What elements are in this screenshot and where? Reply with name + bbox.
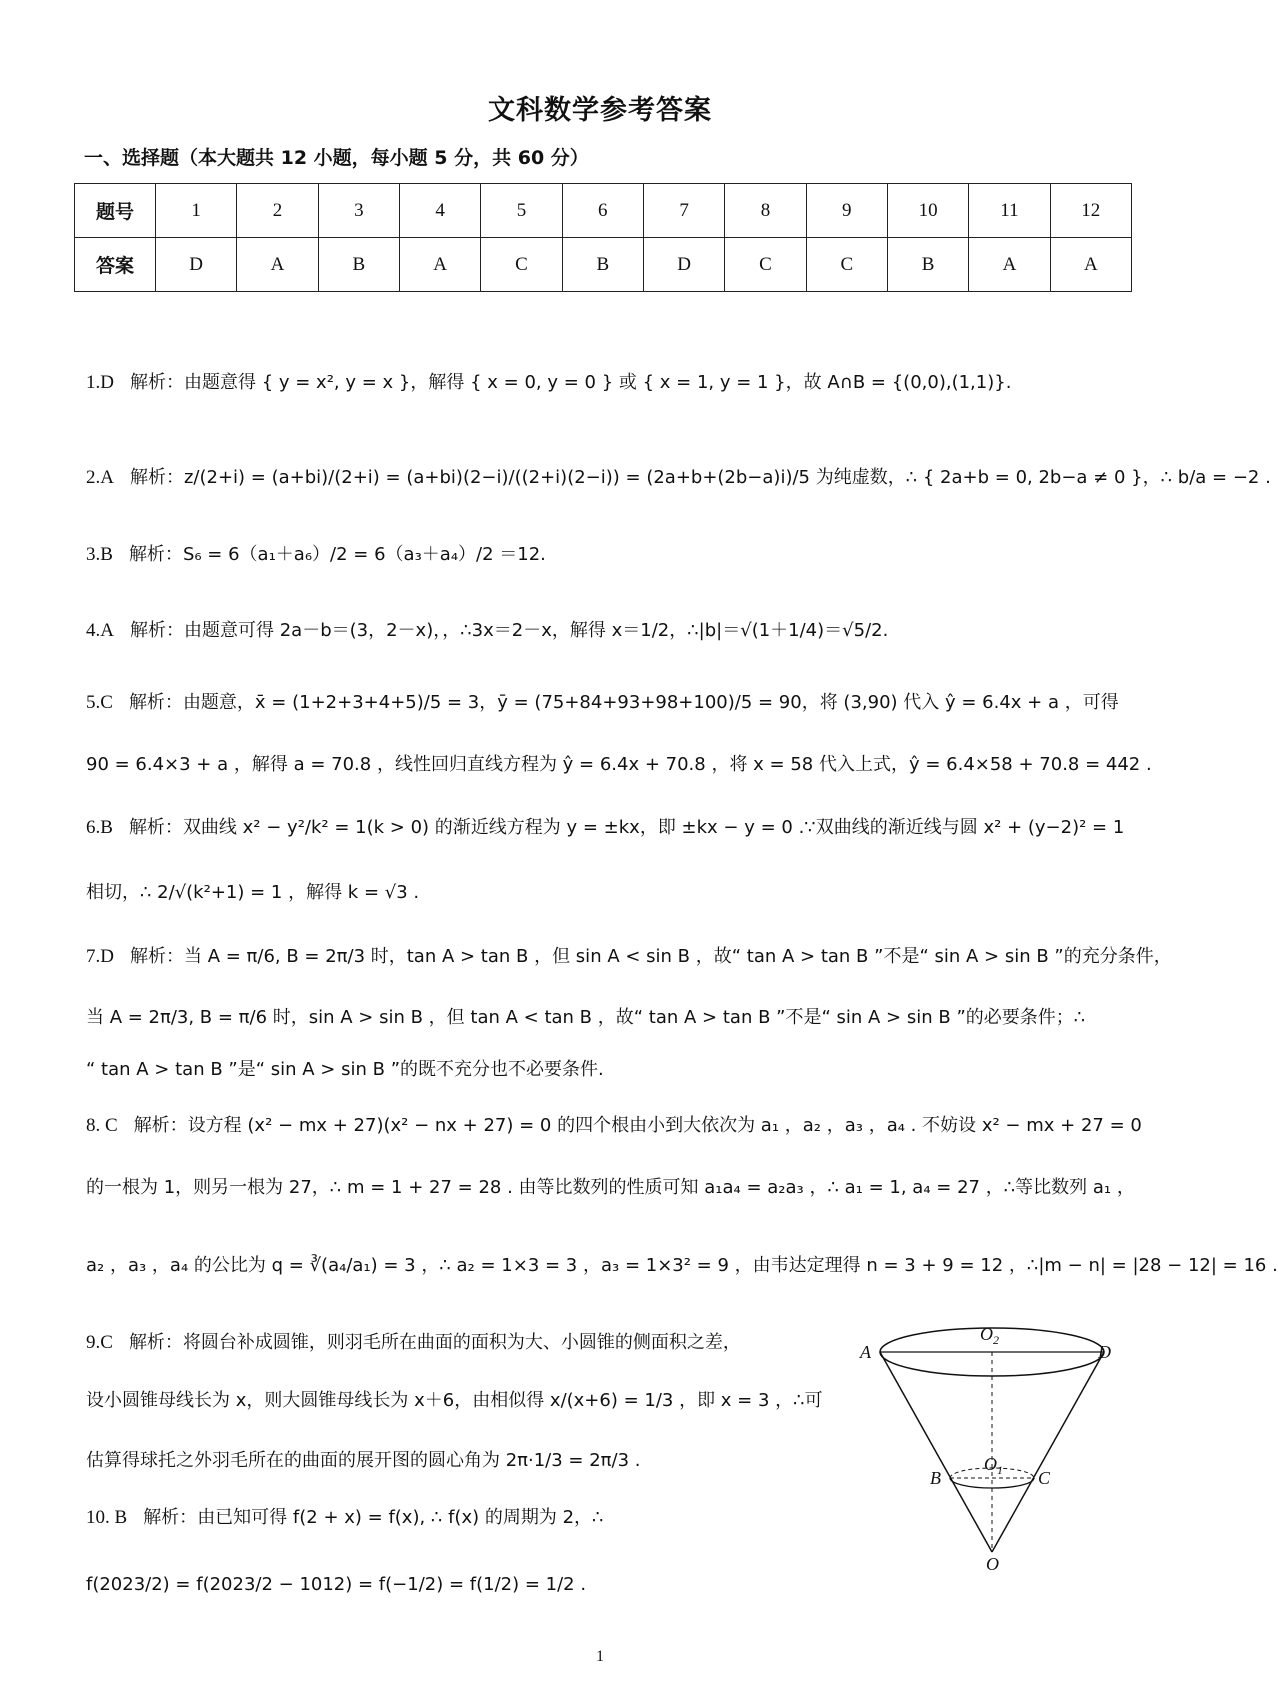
table-row-numbers xyxy=(75,184,1132,238)
label-a: A xyxy=(860,1342,871,1362)
table-cell: D xyxy=(643,238,724,292)
solution-text: 当 A = π/6, B = 2π/3 时，tan A > tan B ，但 sin A < sin B ，故“ tan A > tan B ”不是“ sin A > sin B ”的充分条件， xyxy=(183,946,1172,967)
table-cell: 5 xyxy=(481,184,562,238)
table-cell: B xyxy=(318,238,399,292)
solution-number: 2.A xyxy=(86,467,114,488)
solution-line xyxy=(86,1005,1085,1031)
table-cell: 1 xyxy=(156,184,237,238)
solution-text: 当 A = 2π/3, B = π/6 时，sin A > sin B ，但 tan A < tan B ，故“ tan A > tan B ”不是“ sin A > sin B ”的必要条件；∴ xyxy=(86,1007,1086,1028)
solution-line xyxy=(86,1253,1278,1279)
table-cell: 12 xyxy=(1050,184,1131,238)
table-cell: 9 xyxy=(806,184,887,238)
solution-number: 10. B xyxy=(86,1507,128,1528)
solution-line xyxy=(86,1057,604,1083)
table-cell: D xyxy=(156,238,237,292)
solution-line xyxy=(86,465,1271,491)
table-cell: 2 xyxy=(237,184,318,238)
table-cell: 6 xyxy=(562,184,643,238)
solution-line xyxy=(86,1113,1142,1139)
section-heading: 一、选择题（本大题共 12 小题，每小题 5 分，共 60 分） xyxy=(84,147,589,169)
table-cell: A xyxy=(1050,238,1131,292)
row-label-answer: 答案 xyxy=(75,238,156,292)
table-cell: 7 xyxy=(643,184,724,238)
solution-text: 设方程 (x² − mx + 27)(x² − nx + 27) = 0 的四个根由小到大依次为 a₁ ，a₂ ，a₃ ，a₄ . 不妨设 x² − mx + 27 = 0 xyxy=(187,1115,1142,1136)
solution-text: 相切，∴ 2/√(k²+1) = 1 ，解得 k = √3 . xyxy=(86,882,420,903)
solution-line xyxy=(86,618,888,644)
solution-label: 解析： xyxy=(128,692,183,713)
label-c: C xyxy=(1038,1468,1051,1488)
solution-line xyxy=(86,752,1152,778)
solution-line xyxy=(86,944,1172,970)
page-title: 文科数学参考答案 xyxy=(488,95,712,126)
solution-line xyxy=(86,880,419,906)
table-cell: B xyxy=(562,238,643,292)
label-o: O xyxy=(986,1554,999,1574)
solution-text: 将圆台补成圆锥，则羽毛所在曲面的面积为大、小圆锥的侧面积之差， xyxy=(182,1332,741,1353)
solution-number: 1.D xyxy=(86,372,114,393)
label-d: D xyxy=(1098,1342,1111,1362)
solution-text: 双曲线 x² − y²/k² = 1(k > 0) 的渐近线方程为 y = ±kx，即 ±kx − y = 0 .∵双曲线的渐近线与圆 x² + (y−2)² = 1 xyxy=(182,817,1125,838)
solution-number: 3.B xyxy=(86,544,113,565)
table-cell: C xyxy=(725,238,806,292)
table-cell: 4 xyxy=(399,184,480,238)
table-row-answers xyxy=(75,238,1132,292)
solution-line xyxy=(86,542,546,568)
solution-label: 解析： xyxy=(128,544,183,565)
solution-number: 5.C xyxy=(86,692,113,713)
solution-number: 8. C xyxy=(86,1115,118,1136)
solution-label: 解析： xyxy=(128,817,183,838)
solution-text: 的一根为 1，则另一根为 27，∴ m = 1 + 27 = 28 . 由等比数列的性质可知 a₁a₄ = a₂a₃ ，∴ a₁ = 1, a₄ = 27 ，∴等比数列 a₁ ， xyxy=(86,1177,1135,1198)
cone-edge-left xyxy=(880,1352,992,1552)
solution-line xyxy=(86,690,1119,716)
solution-line xyxy=(86,1448,640,1474)
solution-text: 由已知可得 f(2 + x) = f(x), ∴ f(x) 的周期为 2，∴ xyxy=(197,1507,604,1528)
solution-line xyxy=(86,370,1011,396)
solution-line xyxy=(86,1388,823,1414)
solution-text: 由题意可得 2a－b＝(3，2－x)，，∴3x＝2－x，解得 x＝1/2，∴|b|＝√(1＋1/4)＝√5/2. xyxy=(183,620,889,641)
solution-text: S₆ = 6（a₁＋a₆）/2 = 6（a₃＋a₄）/2 ＝12. xyxy=(182,544,546,565)
page-number: 1 xyxy=(596,1648,604,1665)
solution-text: f(2023/2) = f(2023/2 − 1012) = f(−1/2) = f(1/2) = 1/2 . xyxy=(86,1574,587,1595)
row-label-number: 题号 xyxy=(75,184,156,238)
label-b: B xyxy=(930,1468,941,1488)
label-o2: $O_2$ xyxy=(980,1324,999,1347)
solution-number: 9.C xyxy=(86,1332,113,1353)
cone-figure xyxy=(860,1320,1112,1574)
solution-number: 7.D xyxy=(86,946,114,967)
solution-text: a₂ ，a₃ ，a₄ 的公比为 q = ∛(a₄/a₁) = 3 ，∴ a₂ = 1×3 = 3 ，a₃ = 1×3² = 9 ，由韦达定理得 n = 3 + 9 = 12 ，∴|m − n| = |28 − 12| = 16 . xyxy=(86,1255,1278,1276)
solution-label: 解析： xyxy=(128,1332,183,1353)
solution-label: 解析： xyxy=(133,1115,188,1136)
solution-label: 解析： xyxy=(129,946,184,967)
solution-text: 由题意，x̄ = (1+2+3+4+5)/5 = 3，ȳ = (75+84+93+98+100)/5 = 90，将 (3,90) 代入 ŷ = 6.4x + a ，可得 xyxy=(182,692,1119,713)
table-cell: 10 xyxy=(887,184,968,238)
table-cell: A xyxy=(237,238,318,292)
table-cell: B xyxy=(887,238,968,292)
cone-edge-right xyxy=(992,1352,1104,1552)
solution-text: 90 = 6.4×3 + a ，解得 a = 70.8 ，线性回归直线方程为 ŷ = 6.4x + 70.8 ，将 x = 58 代入上式，ŷ = 6.4×58 + 70.8 = 442 . xyxy=(86,754,1152,775)
solution-label: 解析： xyxy=(143,1507,198,1528)
solution-line xyxy=(86,1505,603,1531)
solution-line xyxy=(86,1175,1135,1201)
solution-text: 估算得球托之外羽毛所在的曲面的展开图的圆心角为 2π·1/3 = 2π/3 . xyxy=(86,1450,641,1471)
solution-line xyxy=(86,815,1124,841)
solution-label: 解析： xyxy=(129,372,184,393)
solution-label: 解析： xyxy=(129,467,184,488)
table-cell: C xyxy=(481,238,562,292)
table-cell: A xyxy=(399,238,480,292)
solution-line xyxy=(86,1330,741,1356)
solution-label: 解析： xyxy=(129,620,184,641)
table-cell: 3 xyxy=(318,184,399,238)
solution-text: 设小圆锥母线长为 x，则大圆锥母线长为 x＋6，由相似得 x/(x+6) = 1/3 ，即 x = 3 ，∴可 xyxy=(86,1390,823,1411)
table-cell: 11 xyxy=(969,184,1050,238)
solution-number: 6.B xyxy=(86,817,113,838)
solution-text: z/(2+i) = (a+bi)/(2+i) = (a+bi)(2−i)/((2+i)(2−i)) = (2a+b+(2b−a)i)/5 为纯虚数，∴ { 2a+b = 0, 2b−a ≠ 0 }，∴ b/a = −2 . xyxy=(183,467,1271,488)
table-cell: 8 xyxy=(725,184,806,238)
solution-line xyxy=(86,1572,586,1598)
label-o1: $O_1$ xyxy=(984,1454,1003,1477)
solution-text: 由题意得 { y = x², y = x }，解得 { x = 0, y = 0 } 或 { x = 1, y = 1 }，故 A∩B = {(0,0),(1,1)}. xyxy=(183,372,1012,393)
table-cell: C xyxy=(806,238,887,292)
solution-number: 4.A xyxy=(86,620,114,641)
answer-table xyxy=(74,183,1132,292)
table-cell: A xyxy=(969,238,1050,292)
solution-text: “ tan A > tan B ”是“ sin A > sin B ”的既不充分也不必要条件. xyxy=(86,1059,604,1080)
